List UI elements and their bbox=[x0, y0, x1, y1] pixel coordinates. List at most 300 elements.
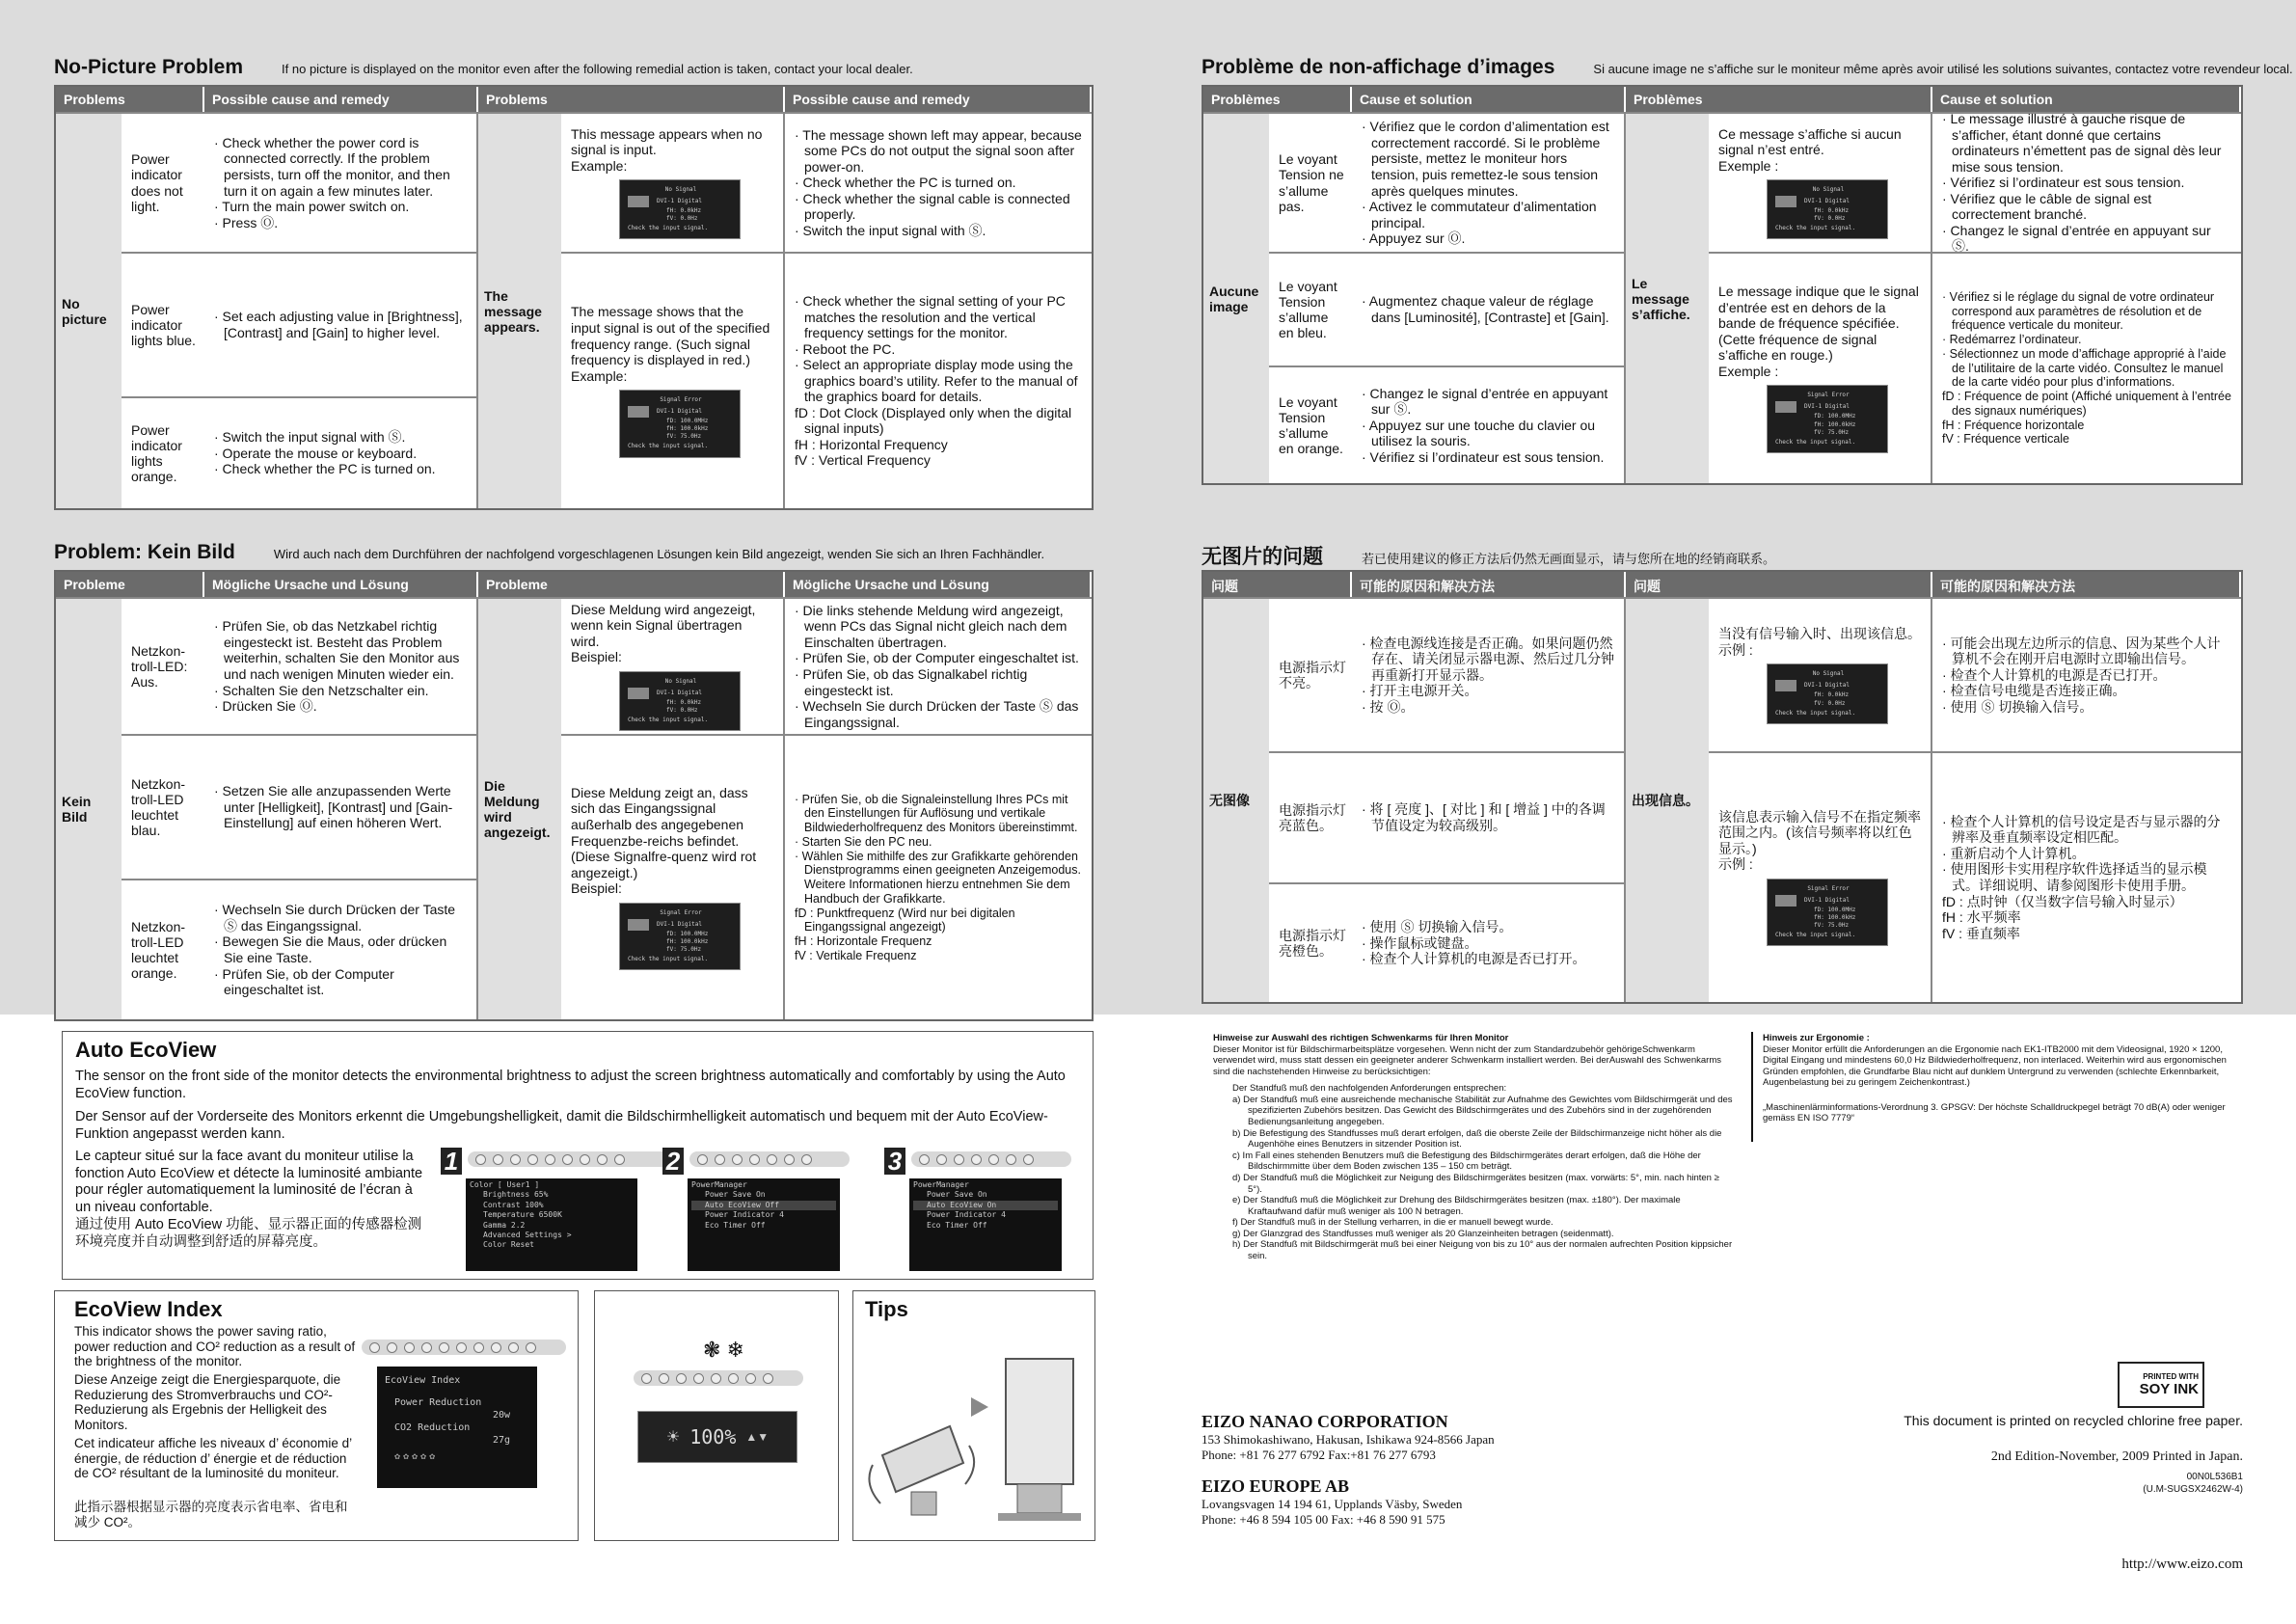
stand-notes-lead: Der Standfuß muß den nachfolgenden Anforderungen entsprechen: bbox=[1232, 1083, 1507, 1095]
remedy-cell bbox=[1352, 882, 1626, 1002]
screen-title: No Signal bbox=[664, 677, 697, 685]
menu2-item: Eco Timer Off bbox=[705, 1220, 766, 1230]
indicator-state: Netzkon-troll-LED leuchtet orange. bbox=[122, 879, 204, 1019]
remedy-item: · Vérifiez si le réglage du signal de votre ordinateur correspond aux paramètres de résolution et de fréquence verticale du moniteur. bbox=[1942, 289, 2215, 333]
tips-box bbox=[852, 1290, 1095, 1541]
remedy-item: · Appuyez sur Ⓞ. bbox=[1362, 230, 1466, 247]
ecoview-index-screen bbox=[377, 1367, 537, 1488]
troubleshoot-table bbox=[54, 570, 1094, 1021]
input-icon bbox=[628, 196, 649, 207]
remedy-cell bbox=[1352, 252, 1626, 365]
step-2-number: 2 bbox=[662, 1148, 684, 1175]
column-header: Possible cause and remedy bbox=[204, 87, 478, 112]
remedy-cell bbox=[204, 396, 478, 508]
input-icon bbox=[1775, 895, 1796, 907]
remedy-item: · Check whether the signal setting of your PC matches the resolution and the vertical frequency settings for the monitor. bbox=[795, 293, 1066, 341]
column-header: 问题 bbox=[1626, 572, 1932, 597]
column-header: Mögliche Ursache und Lösung bbox=[204, 572, 478, 597]
section-note: Wird auch nach dem Durchführen der nachfolgend vorgeschlagenen Lösungen kein Bild angezeigt, wenden Sie sich an Ihren Fachhändler. bbox=[273, 547, 1045, 561]
screen-line: fD: 100.0MHz bbox=[1814, 906, 1856, 913]
column-header: Possible cause and remedy bbox=[785, 87, 1092, 112]
section-title: Problème de non-affichage d’images bbox=[1202, 56, 1555, 78]
remedy-item: · 检查个人计算机的电源是否已打开。 bbox=[1942, 666, 2167, 683]
input-icon bbox=[1775, 196, 1796, 207]
example-label: Exemple : bbox=[1718, 157, 1779, 174]
remedy-item: · Prüfen Sie, ob das Netzkabel richtig eingesteckt ist. Besteht das Problem weiterhin, schalten Sie den Monitor aus und nach wenigen Minuten wieder ein. bbox=[214, 618, 460, 682]
remedy-item: · Appuyez sur une touche du clavier ou utilisez la souris. bbox=[1362, 417, 1596, 449]
auto-ecoview-title: Auto EcoView bbox=[75, 1038, 217, 1062]
section-note: Si aucune image ne s’affiche sur le moniteur même après avoir utilisé les solutions suivantes, contactez votre revendeur local. bbox=[1593, 62, 2293, 76]
section-header bbox=[54, 56, 1094, 81]
troubleshoot-table bbox=[54, 85, 1094, 510]
message-remedy bbox=[785, 112, 1092, 252]
remedy-item: · Bewegen Sie die Maus, oder drücken Sie eine Taste. bbox=[214, 934, 447, 965]
stand-notes-title: Hinweise zur Auswahl des richtigen Schwenkarms für Ihren Monitor bbox=[1213, 1033, 1509, 1043]
example-label: Beispiel: bbox=[571, 649, 622, 665]
step-1-number: 1 bbox=[441, 1148, 462, 1175]
problem-group-label: Kein Bild bbox=[56, 597, 122, 1019]
ecoview-index-title: EcoView Index bbox=[74, 1297, 223, 1321]
message-text: 该信息表示输入信号不在指定频率范围之内。(该信号频率将以红色显示。) bbox=[1718, 808, 1921, 856]
remedy-item: · Starten Sie den PC neu. bbox=[795, 834, 932, 849]
stand-requirement: h) Der Standfuß mit Bildschirmgerät muß bei einer Neigung von bis zu 10° aus der normalen aufrechten Position kippsicher sein. bbox=[1232, 1239, 1733, 1261]
section-header bbox=[1202, 541, 2243, 566]
menu3-item: Auto EcoView On bbox=[913, 1201, 1058, 1210]
remedy-item: fV : Fréquence verticale bbox=[1942, 432, 2070, 447]
remedy-item: · Vérifiez que le cordon d’alimentation est correctement raccordé. Si le problème persiste, mettez le moniteur hors tension, puis remettez-le sous tension après quelques minutes. bbox=[1362, 119, 1609, 199]
screen-line: fH: 0.0kHz bbox=[1814, 207, 1850, 215]
section-note: If no picture is displayed on the monitor even after the following remedial action is taken, contact your local dealer. bbox=[282, 62, 913, 76]
column-header: 可能的原因和解决方法 bbox=[1352, 572, 1626, 597]
screen-line: fV: 0.0Hz bbox=[666, 215, 698, 223]
example-label: Beispiel: bbox=[571, 880, 622, 897]
remedy-item: fV : 垂直频率 bbox=[1942, 925, 2020, 941]
remedy-item: fV : Vertikale Frequenz bbox=[795, 948, 917, 962]
remedy-item: · Schalten Sie den Netzschalter ein. bbox=[214, 682, 429, 698]
section-title: Problem: Kein Bild bbox=[54, 541, 235, 563]
screen-port: DVI-1 Digital bbox=[1804, 682, 1850, 690]
step-1-button-row bbox=[468, 1151, 676, 1167]
indicator-state: Netzkon-troll-LED: Aus. bbox=[122, 597, 204, 734]
ergonomics-text: Dieser Monitor erfüllt die Anforderungen an die Ergonomie nach EK1-ITB2000 mit dem Videosignal, 1920 × 1200, Digital Eingang und mindestens 60,0 Hz Bildwiederholfrequenz, non interlaced. Weiterhin wird aus ergonomischen Gründen empfohlen, die Grundfarbe Blau nicht auf dunklem Untergrund zu verwenden (schlechte Erkennbarkeit, Augenbelastung bei zu geringem Zeichenkontrast.) bbox=[1763, 1043, 2227, 1089]
stand-requirement: a) Der Standfuß muß eine ausreichende mechanische Stabilität zur Aufnahme des Gewichtes vom Bildschirmgerät und des spezifizierten Zubehörs besitzen. Das Gewicht des Bildschirmgerätes und des Zubehörs sind in der zugehörenden Bedienungsanleitung angegeben. bbox=[1232, 1094, 1733, 1128]
stand-requirement: f) Der Standfuß muß in der Stellung verharren, in die er manuell bewegt wurde. bbox=[1232, 1217, 1553, 1229]
remedy-item: fV : Vertical Frequency bbox=[795, 452, 931, 469]
column-header: Mögliche Ursache und Lösung bbox=[785, 572, 1092, 597]
leaf-icons: ✿✿✿✿✿ bbox=[394, 1451, 439, 1462]
indicator-state: 电源指示灯亮蓝色。 bbox=[1269, 751, 1352, 882]
example-label: Example: bbox=[571, 367, 628, 384]
indicator-state: 电源指示灯不亮。 bbox=[1269, 597, 1352, 751]
message-description bbox=[1709, 252, 1932, 483]
section-german-no-picture bbox=[54, 541, 1094, 1021]
problem-group-label: No picture bbox=[56, 112, 122, 508]
phone-japan: Phone: +81 76 277 6792 Fax:+81 76 277 6793 bbox=[1202, 1448, 1436, 1462]
ecoview-index-text-zh: 此指示器根据显示器的亮度表示省电率、省电和减少 CO²。 bbox=[74, 1500, 348, 1529]
remedy-item: · Select an appropriate display mode using the graphics board’s utility. Refer to the manual of the graphics board for details. bbox=[795, 357, 1078, 405]
auto-ecoview-text-de: Der Sensor auf der Vorderseite des Monitors erkennt die Umgebungshelligkeit, damit die Bildschirmhelligkeit automatisch und bequem mit der Auto EcoView-Funktion angepasst werden kann. bbox=[75, 1109, 1048, 1142]
menu1-item: Advanced Settings > bbox=[483, 1230, 572, 1239]
screen-line: Check the input signal. bbox=[628, 443, 709, 450]
remedy-item: · Vérifiez si l’ordinateur est sous tension. bbox=[1362, 448, 1605, 465]
document-code: 00N0L536B1 bbox=[2186, 1472, 2243, 1482]
remedy-item: · Wechseln Sie durch Drücken der Taste Ⓢ das Eingangssignal. bbox=[214, 902, 456, 934]
screen-line: fH: 100.0kHz bbox=[1814, 420, 1856, 428]
indicator-state: 电源指示灯亮橙色。 bbox=[1269, 882, 1352, 1002]
troubleshoot-table bbox=[1202, 570, 2243, 1004]
remedy-item: · Switch the input signal with Ⓢ. bbox=[795, 222, 986, 238]
column-header: Cause et solution bbox=[1352, 87, 1626, 112]
indicator-state: Le voyant Tension ne s’allume pas. bbox=[1269, 112, 1352, 252]
screen-line: fH: 100.0kHz bbox=[666, 425, 709, 433]
tips-title: Tips bbox=[865, 1297, 908, 1321]
message-text: Ce message s’affiche si aucun signal n’est entré. bbox=[1718, 125, 1902, 158]
remedy-item: · Setzen Sie alle anzupassenden Werte unter [Helligkeit], [Kontrast] und [Gain-Einstellung] auf einen höheren Wert. bbox=[214, 783, 453, 831]
step-3-number: 3 bbox=[884, 1148, 905, 1175]
auto-ecoview-text-en: The sensor on the front side of the monitor detects the environmental brightness to adjust the screen brightness automatically and comfortably by using the Auto EcoView function. bbox=[75, 1069, 1066, 1101]
stand-requirement: g) Der Glanzgrad des Standfusses muß weniger als 20 Glanzeinheiten betragen (seidenmatt). bbox=[1232, 1228, 1614, 1239]
message-remedy bbox=[785, 597, 1092, 734]
screen-title: Signal Error bbox=[660, 908, 702, 916]
screen-port: DVI-1 Digital bbox=[1804, 896, 1850, 904]
message-remedy bbox=[785, 252, 1092, 508]
sensor-button-row bbox=[634, 1370, 803, 1386]
input-icon bbox=[628, 688, 649, 699]
screen-port-row bbox=[628, 688, 734, 699]
remedy-item: · 打开主电源开关。 bbox=[1362, 683, 1478, 699]
screen-line: Check the input signal. bbox=[628, 225, 709, 232]
problem-group-label: The message appears. bbox=[478, 112, 561, 508]
soy-ink-line2: SOY INK bbox=[2139, 1381, 2199, 1397]
osd-message-screen bbox=[619, 671, 741, 731]
remedy-cell bbox=[1352, 365, 1626, 483]
stand-notes-de bbox=[1213, 1033, 1734, 1262]
remedy-item: fD : 点时钟（仅当数字信号输入时显示） bbox=[1942, 893, 2183, 909]
column-header: Probleme bbox=[478, 572, 785, 597]
message-text: 当没有信号输入时、出现该信息。 bbox=[1718, 626, 1921, 642]
remedy-cell bbox=[204, 112, 478, 252]
screen-port: DVI-1 Digital bbox=[1804, 198, 1850, 205]
remedy-item: · Check whether the power cord is connected correctly. If the problem persists, turn off the monitor, and then turn it on again a few minutes later. bbox=[214, 134, 450, 199]
screen-line: fH: 0.0kHz bbox=[666, 698, 702, 706]
screen-line: fV: 75.0Hz bbox=[666, 945, 702, 953]
osd-message-screen bbox=[1767, 385, 1888, 452]
osd-message-screen bbox=[619, 179, 741, 239]
screen-line: fV: 75.0Hz bbox=[1814, 922, 1850, 930]
section-header bbox=[1202, 56, 2293, 81]
menu3-item: Eco Timer Off bbox=[927, 1220, 987, 1230]
indicator-state: Power indicator lights orange. bbox=[122, 396, 204, 508]
indicator-state: Power indicator lights blue. bbox=[122, 252, 204, 396]
screen-line: fV: 0.0Hz bbox=[1814, 215, 1846, 223]
soy-ink-logo bbox=[2118, 1362, 2204, 1408]
stand-requirement: e) Der Standfuß muß die Möglichkeit zur Drehung des Bildschirmgerätes besitzen (max. ±180°). Der maximale Kraftaufwand dafür muß weniger als 100 N betragen. bbox=[1232, 1195, 1681, 1217]
example-label: Exemple : bbox=[1718, 363, 1779, 379]
remedy-item: · Die links stehende Meldung wird angezeigt, wenn PCs das Signal nicht gleich nach dem Einschalten übertragen. bbox=[795, 602, 1067, 650]
osd-message-screen bbox=[619, 390, 741, 457]
remedy-item: · Prüfen Sie, ob der Computer eingeschaltet ist. bbox=[795, 650, 1079, 666]
input-icon bbox=[1775, 401, 1796, 413]
message-text: Le message indique que le signal d’entrée est en dehors de la bande de fréquence spécifiée. (Cette fréquence de signal s’affiche en rouge.) bbox=[1718, 284, 1919, 364]
remedy-item: fD : Punktfrequenz (Wird nur bei digitalen Eingangssignal angezeigt) bbox=[795, 906, 1015, 934]
screen-port-row bbox=[628, 406, 734, 418]
menu2-head: PowerManager bbox=[691, 1180, 747, 1189]
problem-group-label: Le message s’affiche. bbox=[1626, 112, 1709, 483]
address-japan: 153 Shimokashiwano, Hakusan, Ishikawa 924-8566 Japan bbox=[1202, 1432, 1495, 1447]
website-link[interactable]: http://www.eizo.com bbox=[2121, 1556, 2243, 1572]
remedy-item: · Wählen Sie mithilfe des zur Grafikkarte gehörenden Dienstprogramms einen geeigneten Anzeigemodus. Weitere Informationen hierzu entnehmen Sie dem Handbuch der Grafikkarte. bbox=[795, 849, 1081, 906]
indicator-state: Le voyant Tension s’allume en bleu. bbox=[1269, 252, 1352, 365]
menu1-item: Brightness 65% bbox=[483, 1190, 549, 1200]
step-1-color-menu bbox=[466, 1178, 637, 1271]
screen-title: No Signal bbox=[664, 186, 697, 194]
screen-title: Signal Error bbox=[1807, 392, 1850, 399]
remedy-item: · Switch the input signal with Ⓢ. bbox=[214, 429, 406, 446]
message-remedy bbox=[1932, 252, 2241, 483]
remedy-item: fH : Horizontale Frequenz bbox=[795, 934, 932, 948]
remedy-item: · Vérifiez que le câble de signal est correctement branché. bbox=[1942, 190, 2152, 223]
stand-requirement: c) Im Fall eines stehenden Benutzers muß die Befestigung des Bildschirmgerätes derart erfolgen, daß die Höhe der Bildschirmmitte über dem Boden zwischen 135 – 150 cm beträgt. bbox=[1232, 1150, 1701, 1173]
screen-line: fV: 75.0Hz bbox=[666, 433, 702, 441]
remedy-item: fD : Dot Clock (Displayed only when the digital signal inputs) bbox=[795, 404, 1072, 437]
remedy-item: · 操作鼠标或键盘。 bbox=[1362, 934, 1478, 951]
problem-group-label: Die Meldung wird angezeigt. bbox=[478, 597, 561, 1019]
remedy-item: · Prüfen Sie, ob der Computer eingeschaltet ist. bbox=[214, 965, 394, 998]
message-description bbox=[561, 112, 785, 252]
ecoindex-power-label: Power Reduction bbox=[394, 1397, 482, 1408]
section-english-no-picture bbox=[54, 56, 1094, 510]
screen-line: Check the input signal. bbox=[1775, 225, 1856, 232]
screen-line: fH: 0.0kHz bbox=[666, 207, 702, 215]
brightness-sensor-box bbox=[594, 1290, 839, 1541]
screen-title: No Signal bbox=[1812, 670, 1845, 678]
menu2-item: Power Indicator 4 bbox=[705, 1210, 784, 1220]
example-label: 示例 : bbox=[1718, 641, 1753, 658]
screen-line: Check the input signal. bbox=[1775, 932, 1856, 939]
remedy-item: fH : 水平频率 bbox=[1942, 909, 2021, 926]
remedy-item: · Prüfen Sie, ob die Signaleinstellung Ihres PCs mit den Einstellungen für Auflösung und vertikale Bildwiederholfrequenz des Monitors übereinstimmt. bbox=[795, 792, 1078, 834]
menu2-item: Power Save On bbox=[705, 1190, 766, 1200]
message-description bbox=[1709, 112, 1932, 252]
remedy-item: · 使用 Ⓢ 切换输入信号。 bbox=[1942, 698, 2093, 715]
menu3-item: Power Save On bbox=[927, 1190, 987, 1200]
menu1-item: Color Reset bbox=[483, 1240, 534, 1250]
screen-line: fV: 0.0Hz bbox=[666, 707, 698, 715]
screen-line: fV: 0.0Hz bbox=[1814, 699, 1846, 707]
screen-port-row bbox=[628, 196, 734, 207]
remedy-item: fH : Fréquence horizontale bbox=[1942, 418, 2085, 432]
remedy-item: · Changez le signal d’entrée en appuyant sur Ⓢ. bbox=[1362, 385, 1608, 418]
indicator-state: Netzkon-troll-LED leuchtet blau. bbox=[122, 734, 204, 879]
ergonomics-title: Hinweis zur Ergonomie : bbox=[1763, 1033, 1870, 1043]
screen-line: fV: 75.0Hz bbox=[1814, 428, 1850, 436]
remedy-item: · Check whether the PC is turned on. bbox=[795, 175, 1016, 191]
input-icon bbox=[1775, 680, 1796, 691]
screen-line: fD: 100.0MHz bbox=[1814, 413, 1856, 420]
message-remedy bbox=[1932, 597, 2241, 751]
menu1-item: Gamma 2.2 bbox=[483, 1220, 526, 1230]
menu3-item: Power Indicator 4 bbox=[927, 1210, 1006, 1220]
remedy-item: · 检查个人计算机的信号设定是否与显示器的分辨率及垂直频率设定相匹配。 bbox=[1942, 813, 2221, 846]
remedy-item: fD : Fréquence de point (Affiché uniquement à l’entrée des signaux numériques) bbox=[1942, 390, 2231, 418]
screen-port: DVI-1 Digital bbox=[657, 408, 702, 416]
column-header: Problems bbox=[478, 87, 785, 112]
remedy-item: · Turn the main power switch on. bbox=[214, 199, 410, 215]
ecoindex-screen-title: EcoView Index bbox=[385, 1375, 461, 1386]
column-header: Problems bbox=[56, 87, 204, 112]
soy-ink-line1: PRINTED WITH bbox=[2143, 1372, 2199, 1381]
message-remedy bbox=[1932, 751, 2241, 1002]
remedy-item: · Augmentez chaque valeur de réglage dans [Luminosité], [Contraste] et [Gain]. bbox=[1362, 293, 1609, 325]
ecoview-index-text-de: Diese Anzeige zeigt die Energiesparquote, die Reduzierung des Stromverbrauchs und CO²-Reduzierung als Ergebnis der Helligkeit des Monitors. bbox=[74, 1372, 341, 1432]
message-text: Diese Meldung wird angezeigt, wenn kein Signal übertragen wird. bbox=[571, 601, 756, 649]
ecoview-index-text-en: This indicator shows the power saving ratio, power reduction and CO² reduction as a result of the brightness of the monitor. bbox=[74, 1324, 356, 1369]
remedy-item: · 重新启动个人计算机。 bbox=[1942, 845, 2086, 861]
section-note: 若已使用建议的修正方法后仍然无画面显示，请与您所在地的经销商联系。 bbox=[1362, 552, 1776, 566]
address-europe: Lovangsvagen 14 194 61, Upplands Väsby, Sweden bbox=[1202, 1497, 1463, 1511]
menu1-item: Contrast 100% bbox=[483, 1200, 544, 1209]
screen-port-row bbox=[1775, 680, 1881, 691]
remedy-item: · Wechseln Sie durch Drücken der Taste Ⓢ das Eingangssignal. bbox=[795, 698, 1079, 730]
screen-port: DVI-1 Digital bbox=[657, 920, 702, 928]
menu3-head: PowerManager bbox=[913, 1180, 969, 1189]
remedy-item: · Set each adjusting value in [Brightness], [Contrast] and [Gain] to higher level. bbox=[214, 309, 463, 340]
remedy-item: · Reboot the PC. bbox=[795, 340, 896, 357]
screen-line: fH: 100.0kHz bbox=[666, 937, 709, 945]
brightness-osd bbox=[637, 1411, 797, 1463]
message-description bbox=[561, 252, 785, 508]
company-europe: EIZO EUROPE AB bbox=[1202, 1476, 1350, 1496]
troubleshoot-table bbox=[1202, 85, 2243, 485]
remedy-cell bbox=[1352, 112, 1626, 252]
notes-divider bbox=[1751, 1032, 1753, 1142]
section-title: 无图片的问题 bbox=[1202, 546, 1323, 568]
auto-ecoview-text-fr: Le capteur situé sur la face avant du moniteur utilise la fonction Auto EcoView et détecte la luminosité ambiante pour régler automatiquement la luminosité de l’écran à un niveau confortable. bbox=[75, 1149, 423, 1216]
screen-port-row bbox=[1775, 895, 1881, 907]
stepper-icon: ▲▼ bbox=[745, 1430, 770, 1444]
message-description bbox=[561, 734, 785, 1019]
message-description bbox=[1709, 597, 1932, 751]
screen-title: Signal Error bbox=[660, 396, 702, 404]
screen-port-row bbox=[1775, 401, 1881, 413]
screen-port: DVI-1 Digital bbox=[657, 689, 702, 696]
remedy-item: · Le message illustré à gauche risque de s’afficher, étant donné que certains ordinateurs n’émettent pas de signal dès leur mise sous tension. bbox=[1942, 111, 2222, 175]
step-2-power-menu bbox=[688, 1178, 840, 1271]
screen-port: DVI-1 Digital bbox=[1804, 403, 1850, 411]
menu1-item: Temperature 6500K bbox=[483, 1210, 562, 1220]
stand-requirement: d) Der Standfuß muß die Möglichkeit zur Neigung des Bildschirmgerätes besitzen (max. vorwärts: 5°, min. nach hinten ≥ 5°). bbox=[1232, 1172, 1719, 1195]
remedy-item: · Prüfen Sie, ob das Signalkabel richtig eingesteckt ist. bbox=[795, 666, 1028, 698]
screen-title: No Signal bbox=[1812, 186, 1845, 194]
remedy-item: · Activez le commutateur d’alimentation principal. bbox=[1362, 199, 1597, 230]
remedy-item: · 将 [ 亮度 ]、[ 对比 ] 和 [ 增益 ] 中的各调节值设定为较高级别。 bbox=[1362, 801, 1606, 833]
column-header: Problèmes bbox=[1626, 87, 1932, 112]
osd-message-screen bbox=[1767, 879, 1888, 946]
step-3-power-menu bbox=[909, 1178, 1062, 1271]
indicator-state: Le voyant Tension s’allume en orange. bbox=[1269, 365, 1352, 483]
screen-title: Signal Error bbox=[1807, 884, 1850, 892]
screen-line: Check the input signal. bbox=[1775, 438, 1856, 446]
remedy-item: · Check whether the signal cable is connected properly. bbox=[795, 190, 1070, 223]
remedy-item: · Changez le signal d’entrée en appuyant sur Ⓢ. bbox=[1942, 222, 2211, 255]
message-text: This message appears when no signal is input. bbox=[571, 125, 763, 158]
osd-message-screen bbox=[1767, 179, 1888, 239]
auto-ecoview-box bbox=[62, 1031, 1094, 1280]
ecoindex-power-value: 20w bbox=[492, 1410, 510, 1421]
remedy-item: · Drücken Sie Ⓞ. bbox=[214, 698, 317, 715]
remedy-item: · 检查信号电缆是否连接正确。 bbox=[1942, 683, 2126, 699]
column-header: Probleme bbox=[56, 572, 204, 597]
manual-code: (U.M-SUGSX2462W-4) bbox=[2143, 1484, 2243, 1495]
step-2-button-row bbox=[689, 1151, 850, 1167]
remedy-item: · 使用图形卡实用程序软件选择适当的显示模式。详细说明、请参阅图形卡使用手册。 bbox=[1942, 861, 2207, 893]
footer-addresses bbox=[1202, 1412, 1877, 1528]
screen-line: Check the input signal. bbox=[628, 717, 709, 724]
step-3-button-row bbox=[911, 1151, 1071, 1167]
screen-line: fD: 100.0MHz bbox=[666, 418, 709, 425]
noise-note: „Maschinenlärminformations-Verordnung 3. GPSGV: Der höchste Schalldruckpegel beträgt 70 dB(A) oder weniger gemäss EN ISO 7779“ bbox=[1763, 1101, 2226, 1124]
ecoview-index-box bbox=[54, 1290, 579, 1541]
message-remedy bbox=[1932, 111, 2241, 255]
remedy-cell bbox=[204, 597, 478, 734]
section-title: No-Picture Problem bbox=[54, 56, 244, 78]
remedy-item: · Redémarrez l’ordinateur. bbox=[1942, 333, 2082, 347]
screen-line: Check the input signal. bbox=[628, 955, 709, 962]
stand-notes-intro: Dieser Monitor ist für Bildschirmarbeitsplätze vorgesehen. Wenn nicht der zum Standardzubehör gehörigeSchwenkarm verwendet wird, muss statt dessen ein geeigneter anderer Schwenkarm installiert werden. Bei derAuswahl des Schwenkarms sind die nachstehenden Hinweise zu berücksichtigen: bbox=[1213, 1043, 1721, 1077]
ecoview-index-text-fr: Cet indicateur affiche les niveaux d’ économie d’ énergie, de réduction d’ énergie et de réduction de CO² résultant de la luminosité du moniteur. bbox=[74, 1436, 352, 1481]
remedy-cell bbox=[1352, 597, 1626, 751]
edition-line: 2nd Edition-November, 2009 Printed in Japan. bbox=[1990, 1449, 2243, 1464]
screen-line: fH: 0.0kHz bbox=[1814, 691, 1850, 699]
ecoindex-button-row bbox=[362, 1340, 566, 1355]
phone-europe: Phone: +46 8 594 105 00 Fax: +46 8 590 91 575 bbox=[1202, 1512, 1445, 1527]
screen-port: DVI-1 Digital bbox=[657, 198, 702, 205]
example-label: 示例 : bbox=[1718, 856, 1753, 873]
message-remedy bbox=[785, 734, 1092, 1019]
screen-line: fH: 100.0kHz bbox=[1814, 913, 1856, 921]
sun-icon: ❃ ❄ bbox=[703, 1338, 744, 1362]
remedy-item: · Press Ⓞ. bbox=[214, 214, 279, 230]
remedy-item: · Sélectionnez un mode d’affichage approprié à l’aide de l’utilitaire de la carte vidéo. Consultez le manuel de la carte vidéo pour plus d’informations. bbox=[1942, 346, 2227, 390]
column-header: Problèmes bbox=[1203, 87, 1352, 112]
remedy-item: · 检查个人计算机的电源是否已打开。 bbox=[1362, 951, 1586, 967]
menu2-item: Auto EcoView Off bbox=[691, 1201, 836, 1210]
monitor-rotation-illustration bbox=[863, 1349, 1085, 1532]
section-french-no-picture bbox=[1202, 56, 2293, 485]
column-header: 可能的原因和解决方法 bbox=[1932, 572, 2241, 597]
remedy-item: · Check whether the PC is turned on. bbox=[214, 461, 436, 477]
problem-group-label: Aucune image bbox=[1203, 112, 1269, 483]
remedy-item: · 检查电源线连接是否正确。如果问题仍然存在、请关闭显示器电源、然后过几分钟再重新打开显示器。 bbox=[1362, 635, 1614, 683]
column-header: Cause et solution bbox=[1932, 87, 2241, 112]
remedy-item: fH : Horizontal Frequency bbox=[795, 436, 948, 452]
example-label: Example: bbox=[571, 157, 628, 174]
remedy-item: · Operate the mouse or keyboard. bbox=[214, 445, 418, 461]
brightness-value: 100% bbox=[689, 1425, 737, 1448]
remedy-item: · 使用 Ⓢ 切换输入信号。 bbox=[1362, 919, 1513, 935]
screen-line: fD: 100.0MHz bbox=[666, 930, 709, 937]
stand-requirement: b) Die Befestigung des Standfusses muß derart erfolgen, daß die oberste Zeile der Bildschirmanzeige nicht höher als die Augenhöhe eines Benutzers in sitzender Position ist. bbox=[1232, 1127, 1722, 1150]
remedy-cell bbox=[204, 734, 478, 879]
remedy-cell bbox=[1352, 751, 1626, 882]
osd-message-screen bbox=[1767, 663, 1888, 723]
message-text: Diese Meldung zeigt an, dass sich das Eingangssignal außerhalb des angegebenen Frequenzbe-reichs befindet. (Diese Signalfre-quenz wird rot angezeigt.) bbox=[571, 784, 757, 880]
remedy-item: · 按 Ⓞ。 bbox=[1362, 698, 1415, 715]
company-japan: EIZO NANAO CORPORATION bbox=[1202, 1412, 1448, 1431]
input-icon bbox=[628, 919, 649, 931]
screen-port-row bbox=[628, 919, 734, 931]
remedy-item: · The message shown left may appear, because some PCs do not output the signal soon after power-on. bbox=[795, 126, 1082, 175]
